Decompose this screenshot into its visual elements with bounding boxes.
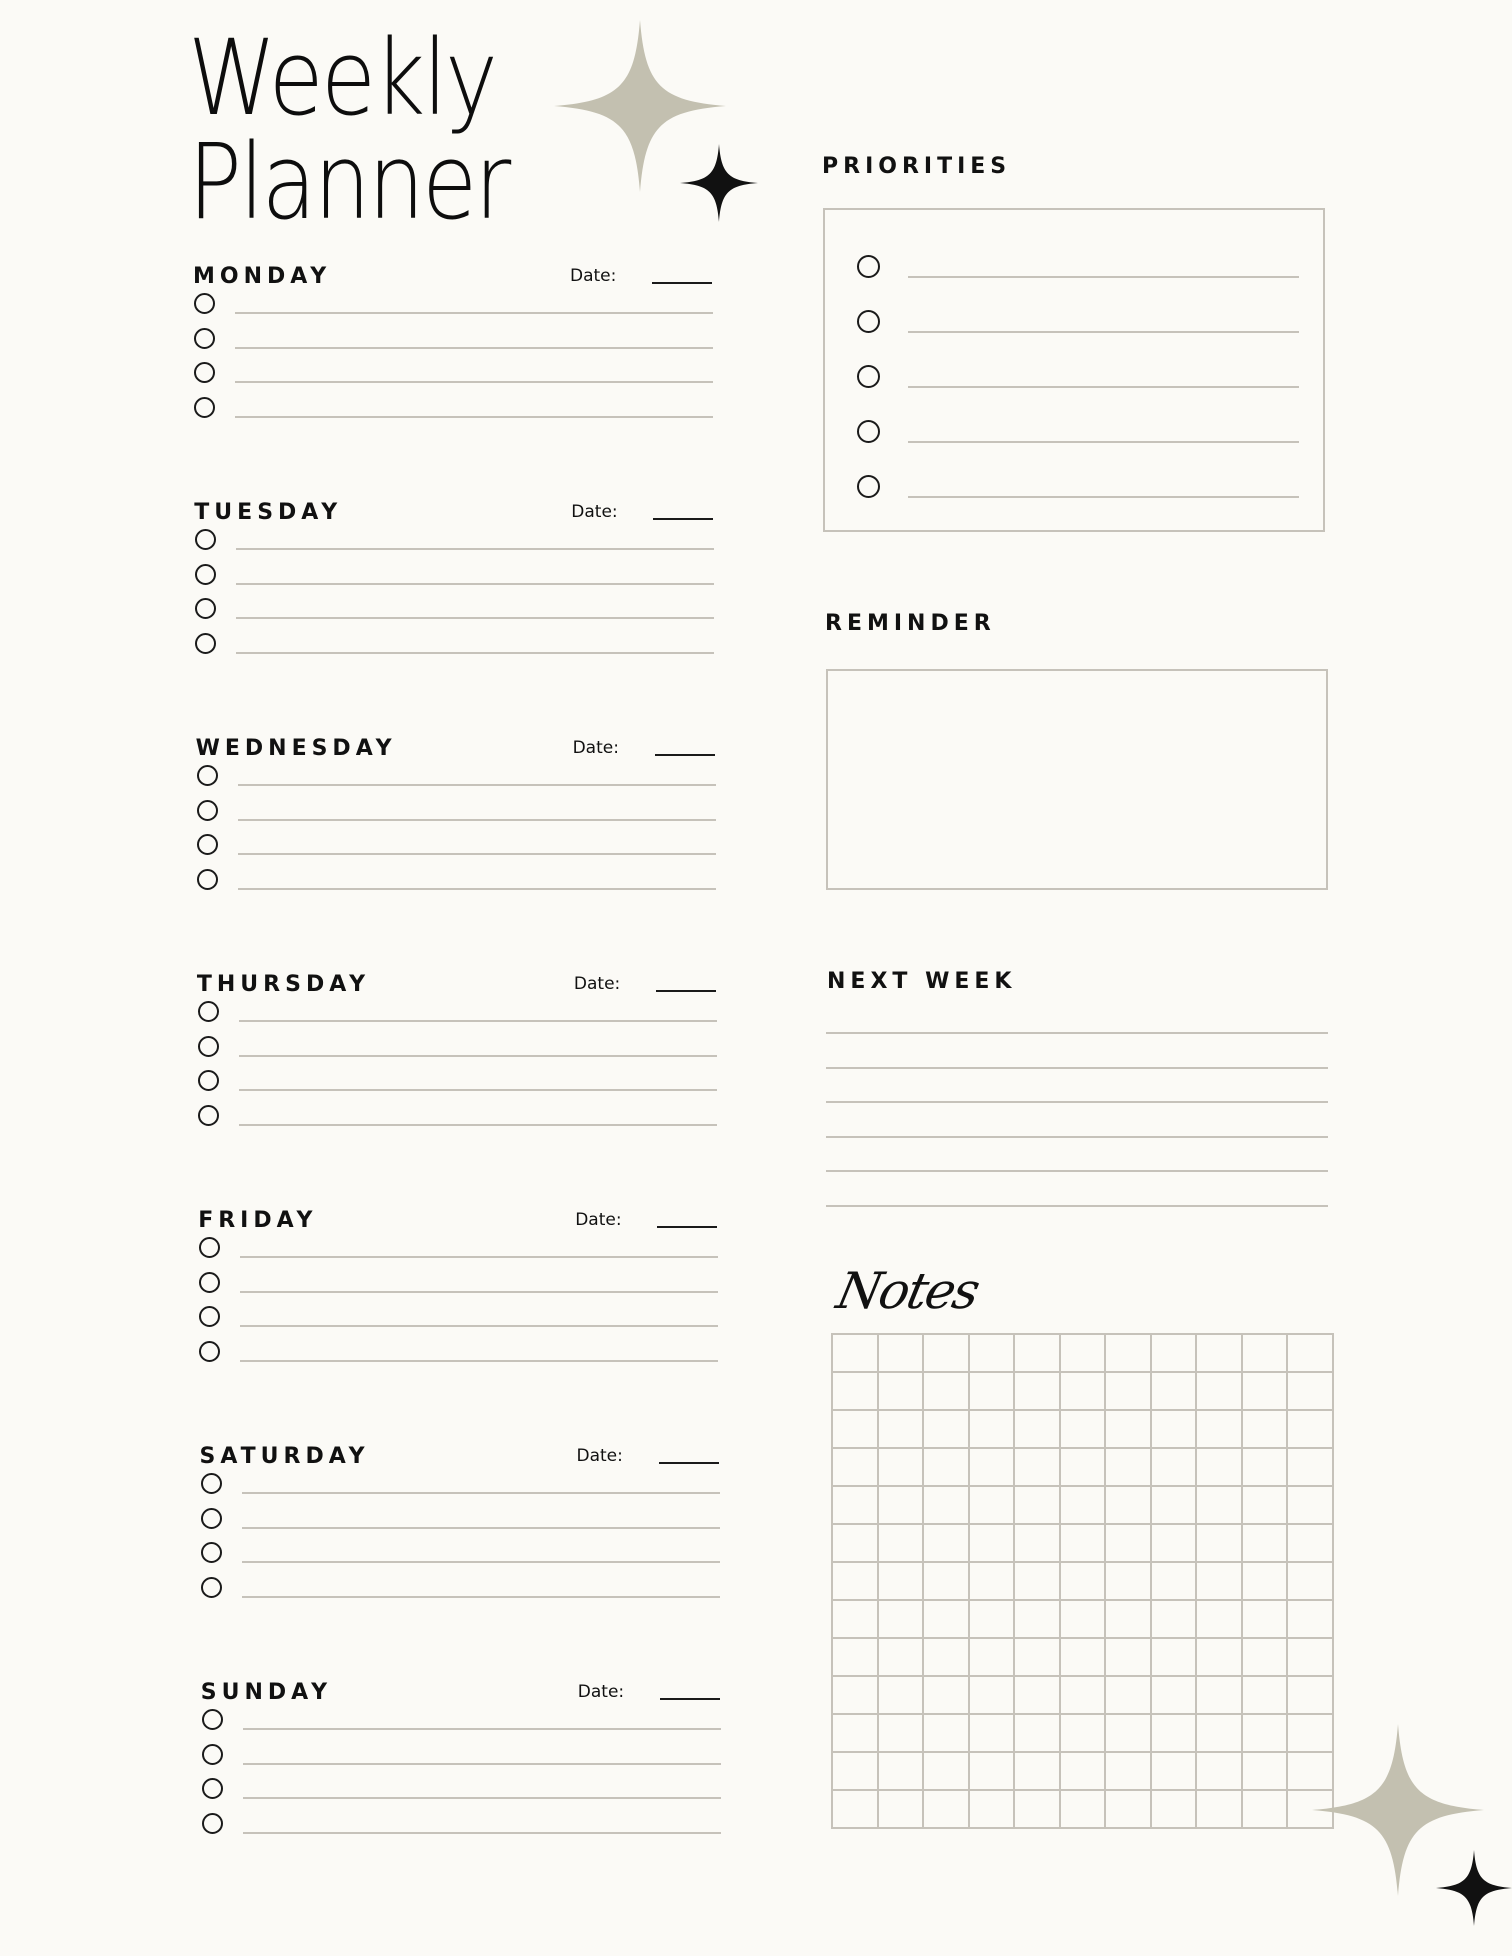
grid-cell (1015, 1449, 1061, 1487)
grid-cell (970, 1563, 1016, 1601)
grid-cell (1106, 1753, 1152, 1791)
task-line[interactable] (235, 312, 713, 314)
grid-cell (1106, 1487, 1152, 1525)
grid-cell (1288, 1373, 1334, 1411)
grid-cell (924, 1525, 970, 1563)
task-line[interactable] (235, 416, 713, 418)
grid-cell (879, 1639, 925, 1677)
title-planner: Planner (188, 121, 509, 243)
priority-checkbox[interactable] (857, 365, 880, 388)
grid-cell (924, 1601, 970, 1639)
date-label: Date: (572, 738, 619, 758)
grid-cell (833, 1525, 879, 1563)
grid-cell (924, 1449, 970, 1487)
grid-cell (833, 1487, 879, 1525)
grid-cell (1015, 1487, 1061, 1525)
grid-cell (1152, 1715, 1198, 1753)
date-label: Date: (575, 1210, 622, 1230)
reminder-heading: REMINDER (825, 611, 996, 636)
day-heading: WEDNESDAY (195, 736, 397, 761)
grid-cell (833, 1563, 879, 1601)
priority-line[interactable] (908, 386, 1299, 388)
grid-cell (1197, 1487, 1243, 1525)
grid-cell (1243, 1753, 1289, 1791)
grid-cell (1061, 1601, 1107, 1639)
grid-cell (924, 1563, 970, 1601)
task-checkbox[interactable] (197, 800, 218, 821)
next-week-line[interactable] (826, 1205, 1328, 1207)
grid-cell (1288, 1335, 1334, 1373)
grid-cell (1243, 1563, 1289, 1601)
grid-cell (833, 1373, 879, 1411)
grid-cell (970, 1677, 1016, 1715)
grid-cell (1152, 1411, 1198, 1449)
grid-cell (1061, 1525, 1107, 1563)
grid-cell (1106, 1677, 1152, 1715)
grid-cell (1243, 1411, 1289, 1449)
grid-cell (1152, 1753, 1198, 1791)
task-line[interactable] (240, 1325, 718, 1327)
grid-cell (1015, 1753, 1061, 1791)
grid-cell (1152, 1563, 1198, 1601)
task-line[interactable] (243, 1763, 721, 1765)
priority-line[interactable] (908, 331, 1299, 333)
grid-cell (1288, 1601, 1334, 1639)
task-line[interactable] (243, 1832, 721, 1834)
grid-cell (924, 1791, 970, 1829)
grid-cell (833, 1449, 879, 1487)
grid-cell (1288, 1639, 1334, 1677)
grid-cell (1106, 1563, 1152, 1601)
grid-cell (1106, 1791, 1152, 1829)
grid-cell (924, 1411, 970, 1449)
reminder-box[interactable] (826, 669, 1328, 890)
day-heading: TUESDAY (194, 500, 343, 525)
priorities-heading: PRIORITIES (822, 154, 1012, 179)
task-checkbox[interactable] (195, 564, 216, 585)
grid-cell (879, 1601, 925, 1639)
task-checkbox[interactable] (197, 765, 218, 786)
grid-cell (1106, 1639, 1152, 1677)
grid-cell (833, 1601, 879, 1639)
grid-cell (924, 1373, 970, 1411)
grid-cell (1152, 1525, 1198, 1563)
grid-cell (1152, 1335, 1198, 1373)
grid-cell (1243, 1335, 1289, 1373)
grid-cell (924, 1753, 970, 1791)
grid-cell (1152, 1487, 1198, 1525)
sparkle-small-bottom-icon (1436, 1850, 1512, 1926)
task-checkbox[interactable] (197, 834, 218, 855)
grid-cell (1197, 1601, 1243, 1639)
grid-cell (1288, 1449, 1334, 1487)
grid-cell (1197, 1563, 1243, 1601)
grid-cell (1243, 1715, 1289, 1753)
grid-cell (879, 1753, 925, 1791)
grid-cell (1288, 1563, 1334, 1601)
grid-cell (1152, 1449, 1198, 1487)
date-field[interactable] (653, 518, 713, 520)
grid-cell (924, 1487, 970, 1525)
task-line[interactable] (239, 1055, 717, 1057)
date-field[interactable] (655, 754, 715, 756)
day-heading: SATURDAY (199, 1444, 370, 1469)
grid-cell (879, 1449, 925, 1487)
grid-cell (1015, 1791, 1061, 1829)
task-line[interactable] (239, 1124, 717, 1126)
priority-checkbox[interactable] (857, 255, 880, 278)
grid-cell (1152, 1791, 1198, 1829)
day-heading: FRIDAY (198, 1208, 318, 1233)
grid-cell (833, 1715, 879, 1753)
task-line[interactable] (240, 1360, 718, 1362)
priority-line[interactable] (908, 496, 1299, 498)
task-checkbox[interactable] (202, 1813, 223, 1834)
task-checkbox[interactable] (199, 1237, 220, 1258)
next-week-line[interactable] (826, 1136, 1328, 1138)
date-label: Date: (577, 1682, 625, 1702)
grid-cell (1106, 1449, 1152, 1487)
task-checkbox[interactable] (195, 633, 216, 654)
next-week-line[interactable] (826, 1032, 1328, 1034)
grid-cell (1243, 1449, 1289, 1487)
grid-cell (970, 1753, 1016, 1791)
grid-cell (1197, 1677, 1243, 1715)
task-line[interactable] (236, 548, 714, 550)
task-checkbox[interactable] (198, 1105, 219, 1126)
next-week-line[interactable] (826, 1170, 1328, 1172)
grid-cell (879, 1411, 925, 1449)
task-line[interactable] (235, 381, 713, 383)
task-line[interactable] (242, 1527, 720, 1529)
grid-cell (1243, 1791, 1289, 1829)
task-line[interactable] (236, 652, 714, 654)
task-line[interactable] (235, 347, 713, 349)
grid-cell (1061, 1791, 1107, 1829)
grid-cell (879, 1525, 925, 1563)
date-label: Date: (576, 1446, 623, 1466)
task-line[interactable] (236, 583, 714, 585)
grid-cell (1015, 1677, 1061, 1715)
task-checkbox[interactable] (202, 1778, 223, 1799)
grid-cell (1106, 1601, 1152, 1639)
task-line[interactable] (239, 1020, 717, 1022)
grid-cell (1288, 1487, 1334, 1525)
task-line[interactable] (238, 819, 716, 821)
priority-checkbox[interactable] (857, 475, 880, 498)
task-checkbox[interactable] (202, 1709, 223, 1730)
day-heading: SUNDAY (200, 1680, 333, 1705)
priorities-box (823, 208, 1325, 532)
grid-cell (924, 1639, 970, 1677)
task-checkbox[interactable] (195, 598, 216, 619)
task-checkbox[interactable] (198, 1001, 219, 1022)
grid-cell (970, 1335, 1016, 1373)
grid-cell (1061, 1639, 1107, 1677)
grid-cell (970, 1639, 1016, 1677)
grid-cell (1288, 1525, 1334, 1563)
day-heading: THURSDAY (196, 972, 371, 997)
grid-cell (1197, 1411, 1243, 1449)
task-checkbox[interactable] (201, 1508, 222, 1529)
date-label: Date: (571, 502, 618, 522)
priority-checkbox[interactable] (857, 420, 880, 443)
grid-cell (879, 1487, 925, 1525)
day-heading: MONDAY (193, 264, 332, 289)
grid-cell (833, 1411, 879, 1449)
grid-cell (1015, 1601, 1061, 1639)
grid-cell (924, 1335, 970, 1373)
grid-cell (1061, 1373, 1107, 1411)
date-label: Date: (573, 974, 621, 994)
grid-cell (1015, 1563, 1061, 1601)
date-field[interactable] (652, 282, 712, 284)
grid-cell (1061, 1449, 1107, 1487)
grid-cell (1243, 1487, 1289, 1525)
grid-cell (1197, 1525, 1243, 1563)
grid-cell (1197, 1791, 1243, 1829)
grid-cell (833, 1791, 879, 1829)
date-field[interactable] (657, 1226, 717, 1228)
task-line[interactable] (240, 1256, 718, 1258)
grid-cell (1015, 1525, 1061, 1563)
task-line[interactable] (242, 1492, 720, 1494)
next-week-heading: NEXT WEEK (827, 969, 1017, 994)
task-checkbox[interactable] (201, 1577, 222, 1598)
grid-cell (1015, 1411, 1061, 1449)
date-field[interactable] (660, 1698, 720, 1700)
task-line[interactable] (238, 888, 716, 890)
grid-cell (1015, 1335, 1061, 1373)
grid-cell (879, 1791, 925, 1829)
grid-cell (1152, 1373, 1198, 1411)
grid-cell (1106, 1335, 1152, 1373)
task-checkbox[interactable] (194, 397, 215, 418)
grid-cell (1243, 1639, 1289, 1677)
task-checkbox[interactable] (195, 529, 216, 550)
grid-cell (1106, 1525, 1152, 1563)
grid-cell (1106, 1411, 1152, 1449)
task-line[interactable] (242, 1596, 720, 1598)
sparkle-small-icon (680, 144, 758, 222)
priority-line[interactable] (908, 276, 1299, 278)
grid-cell (970, 1791, 1016, 1829)
grid-cell (970, 1601, 1016, 1639)
grid-cell (924, 1677, 970, 1715)
task-checkbox[interactable] (201, 1473, 222, 1494)
grid-cell (1288, 1677, 1334, 1715)
task-line[interactable] (238, 784, 716, 786)
task-checkbox[interactable] (194, 362, 215, 383)
task-checkbox[interactable] (201, 1542, 222, 1563)
task-checkbox[interactable] (194, 328, 215, 349)
grid-cell (833, 1753, 879, 1791)
grid-cell (1243, 1525, 1289, 1563)
grid-cell (970, 1487, 1016, 1525)
task-checkbox[interactable] (199, 1341, 220, 1362)
grid-cell (1197, 1449, 1243, 1487)
priority-checkbox[interactable] (857, 310, 880, 333)
grid-cell (924, 1715, 970, 1753)
grid-cell (1197, 1373, 1243, 1411)
task-line[interactable] (236, 617, 714, 619)
task-checkbox[interactable] (198, 1070, 219, 1091)
grid-cell (1106, 1373, 1152, 1411)
notes-heading: Notes (831, 1262, 984, 1320)
task-checkbox[interactable] (197, 869, 218, 890)
grid-cell (1152, 1677, 1198, 1715)
grid-cell (833, 1639, 879, 1677)
grid-cell (1061, 1487, 1107, 1525)
grid-cell (1197, 1639, 1243, 1677)
grid-cell (1197, 1753, 1243, 1791)
grid-cell (879, 1677, 925, 1715)
grid-cell (1243, 1601, 1289, 1639)
task-line[interactable] (239, 1089, 717, 1091)
grid-cell (970, 1449, 1016, 1487)
grid-cell (879, 1715, 925, 1753)
grid-cell (1061, 1335, 1107, 1373)
task-line[interactable] (242, 1561, 720, 1563)
grid-cell (879, 1335, 925, 1373)
grid-cell (970, 1373, 1016, 1411)
task-line[interactable] (243, 1728, 721, 1730)
task-line[interactable] (238, 853, 716, 855)
grid-cell (1197, 1335, 1243, 1373)
grid-cell (1061, 1677, 1107, 1715)
grid-cell (1015, 1715, 1061, 1753)
grid-cell (1243, 1373, 1289, 1411)
task-checkbox[interactable] (194, 293, 215, 314)
task-checkbox[interactable] (199, 1306, 220, 1327)
task-checkbox[interactable] (199, 1272, 220, 1293)
grid-cell (1152, 1601, 1198, 1639)
grid-cell (1061, 1753, 1107, 1791)
grid-cell (1061, 1563, 1107, 1601)
grid-cell (1015, 1639, 1061, 1677)
grid-cell (1288, 1411, 1334, 1449)
date-label: Date: (570, 266, 617, 286)
grid-cell (833, 1677, 879, 1715)
grid-cell (1061, 1411, 1107, 1449)
grid-cell (1061, 1715, 1107, 1753)
task-line[interactable] (240, 1291, 718, 1293)
task-checkbox[interactable] (202, 1744, 223, 1765)
grid-cell (970, 1715, 1016, 1753)
next-week-line[interactable] (826, 1067, 1328, 1069)
grid-cell (833, 1335, 879, 1373)
priority-line[interactable] (908, 441, 1299, 443)
grid-cell (970, 1411, 1016, 1449)
grid-cell (1243, 1677, 1289, 1715)
grid-cell (1152, 1639, 1198, 1677)
date-field[interactable] (659, 1462, 719, 1464)
grid-cell (879, 1563, 925, 1601)
date-field[interactable] (656, 990, 716, 992)
notes-grid[interactable] (831, 1333, 1334, 1829)
grid-cell (1197, 1715, 1243, 1753)
grid-cell (1015, 1373, 1061, 1411)
grid-cell (970, 1525, 1016, 1563)
next-week-line[interactable] (826, 1101, 1328, 1103)
task-checkbox[interactable] (198, 1036, 219, 1057)
grid-cell (879, 1373, 925, 1411)
grid-cell (1106, 1715, 1152, 1753)
task-line[interactable] (243, 1797, 721, 1799)
title-weekly: Weekly (188, 17, 496, 139)
